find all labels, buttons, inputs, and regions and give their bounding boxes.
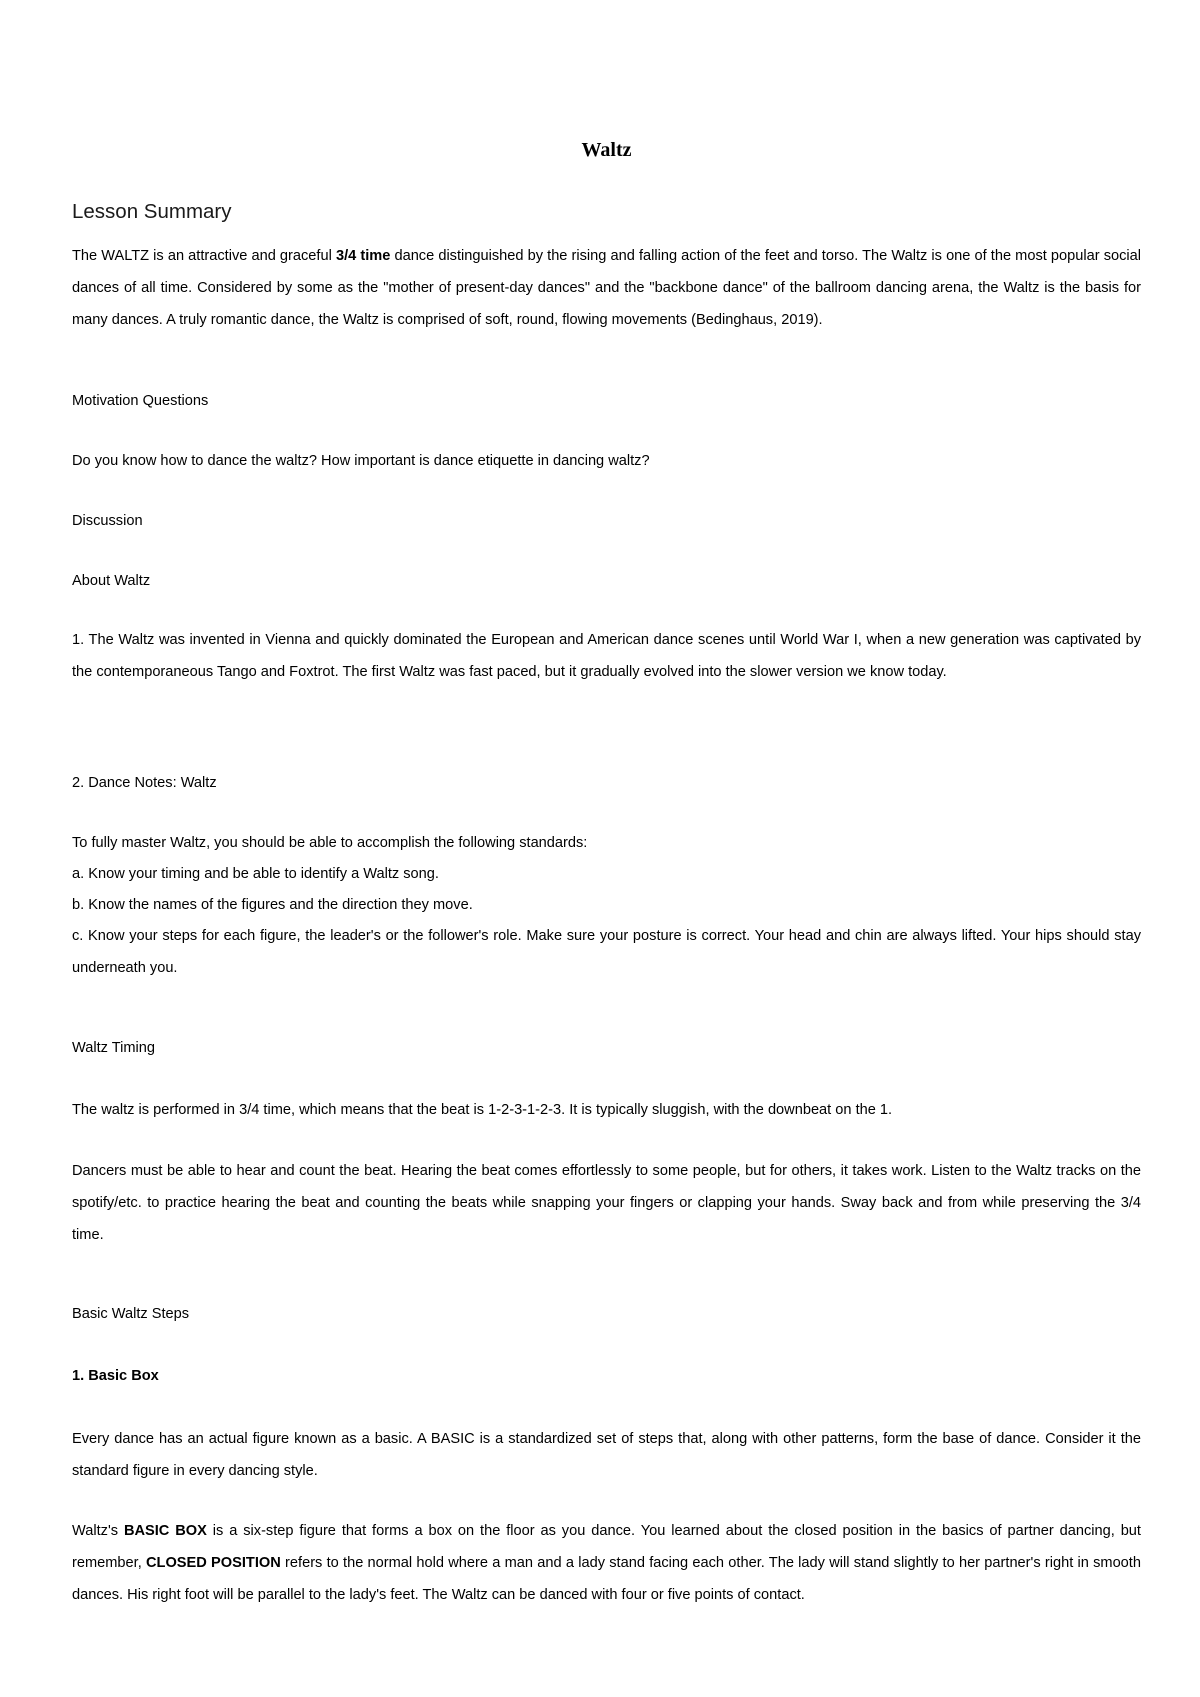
box-text-2: is a six-step figure that forms a box on the floor as you dance. You learned about the closed position in the basics of partner dancing, but remember, xyxy=(72,1523,1141,1571)
motivation-questions: Do you know how to dance the waltz? How important is dance etiquette in dancing waltz? xyxy=(72,453,650,469)
basic-box-paragraph xyxy=(72,1516,1141,1611)
motivation-heading: Motivation Questions xyxy=(72,393,209,409)
standard-b: b. Know the names of the figures and the direction they move. xyxy=(72,897,473,913)
box-bold-basic-box: BASIC BOX xyxy=(123,1523,207,1539)
waltz-timing-text: The waltz is performed in 3/4 time, which means that the beat is 1-2-3-1-2-3. It is typically sluggish, with the downbeat on the 1. xyxy=(72,1102,893,1118)
beat-paragraph: Dancers must be able to hear and count the beat. Hearing the beat comes effortlessly to some people, but for others, it takes work. Listen to the Waltz tracks on the spotify/etc. to practice hearing the beat and counting the beats while snapping your fingers or clapping your hands. Sway back and from while preserving the 3/4 time. xyxy=(72,1163,1141,1243)
summary-bold-time: 3/4 time xyxy=(335,248,391,264)
discussion-heading: Discussion xyxy=(72,513,143,529)
basic-paragraph: Every dance has an actual figure known as a basic. A BASIC is a standardized set of steps that, along with other patterns, form the base of dance. Consider it the standard figure in every dancing style. xyxy=(72,1431,1141,1479)
box-text-3: refers to the normal hold where a man and a lady stand facing each other. The lady will stand slightly to her partner's right in smooth dances. His right foot will be parallel to the lady's feet. The Waltz can be danced with four or five points of contact. xyxy=(72,1554,1141,1603)
summary-paragraph xyxy=(72,241,1141,336)
basic-steps-heading: Basic Waltz Steps xyxy=(72,1306,190,1322)
box-bold-closed-position: CLOSED POSITION xyxy=(146,1554,281,1571)
standard-a: a. Know your timing and be able to identify a Waltz song. xyxy=(72,866,439,882)
basic-box-heading: 1. Basic Box xyxy=(72,1368,159,1384)
standard-c: c. Know your steps for each figure, the leader's or the follower's role. Make sure your posture is correct. Your head and chin are always lifted. Your hips should stay underneath you. xyxy=(72,928,1141,976)
summary-text-start: The WALTZ is an attractive and graceful xyxy=(72,248,336,264)
dance-notes-heading: 2. Dance Notes: Waltz xyxy=(72,775,217,791)
lesson-summary-heading: Lesson Summary xyxy=(72,200,232,223)
box-text-1: Waltz's xyxy=(72,1523,124,1539)
history-paragraph: 1. The Waltz was invented in Vienna and quickly dominated the European and American dance scenes until World War I, when a new generation was captivated by the contemporaneous Tango and Foxtrot. The first Waltz was fast paced, but it gradually evolved into the slower version we know today. xyxy=(72,632,1141,680)
standards-intro: To fully master Waltz, you should be able to accomplish the following standards: xyxy=(72,835,588,851)
waltz-timing-heading: Waltz Timing xyxy=(72,1040,155,1056)
about-waltz-heading: About Waltz xyxy=(72,573,151,589)
document-title: Waltz xyxy=(581,139,632,161)
summary-text-end: dance distinguished by the rising and falling action of the feet and torso. The Waltz is one of the most popular social dances of all time. Considered by some as the "mother of present-day dances" and the "backbone dance" of the ballroom dancing arena, the Waltz is the basis for many dances. A truly romantic dance, the Waltz is comprised of soft, round, flowing movements (Bedinghaus, 2019). xyxy=(72,248,1142,328)
